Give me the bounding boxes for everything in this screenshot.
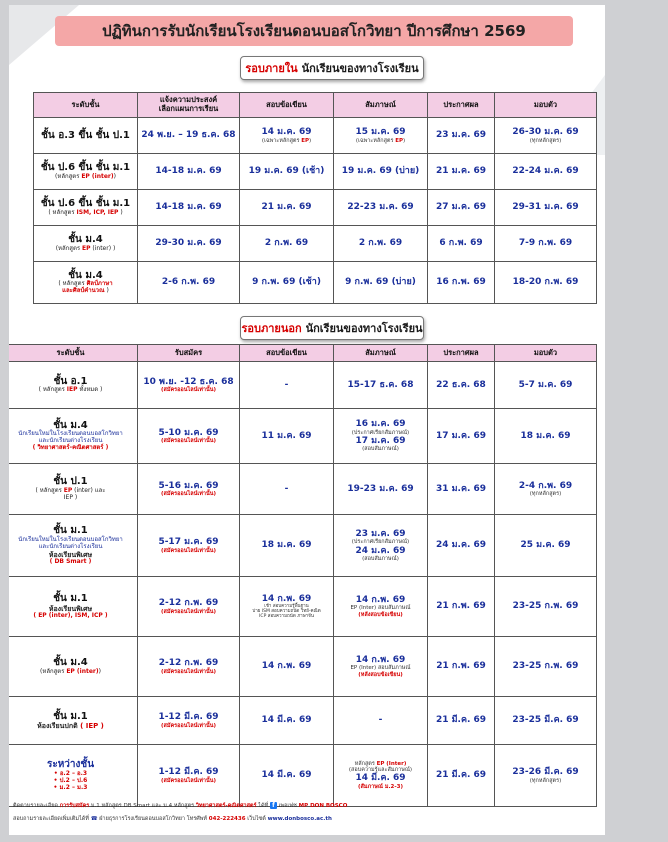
report-date: 25 ม.ค. 69	[520, 540, 571, 551]
announce-date: 21 ก.พ. 69	[436, 601, 486, 612]
announce-date: 17 ม.ค. 69	[435, 430, 487, 441]
report-note: (ทุกหลักสูตร)	[529, 137, 562, 144]
announce-date: 24 ม.ค. 69	[435, 540, 487, 551]
report-date: 5-7 ม.ค. 69	[518, 379, 573, 390]
level-label: ชั้น ม.4	[53, 419, 88, 431]
apply-date: 29-30 ม.ค. 69	[155, 238, 222, 249]
col-header: ระดับชั้น	[34, 93, 138, 118]
interview-date: 9 ก.พ. 69 (บ่าย)	[345, 277, 416, 288]
level-bullet: • อ.2 – อ.3	[53, 769, 88, 777]
online-note: (สมัครออนไลน์เท่านั้น)	[160, 387, 217, 394]
table-header-row	[9, 345, 597, 362]
internal-title-highlight: รอบภายใน	[245, 62, 298, 75]
announce-date: 21 มี.ค. 69	[435, 715, 487, 726]
level-sub: IEP )	[63, 493, 78, 501]
announce-date: 23 ม.ค. 69	[435, 130, 487, 141]
apply-date: 5-10 ม.ค. 69	[158, 427, 219, 438]
level-sub-room: ห้องเรียนพิเศษ	[48, 550, 93, 559]
footer-line-1: ติดตามรายละเอียด การรับสมัคร ม.1 หลักสูตร DB Smart และ ม.4 หลักสูตร วิทยาศาสตร์-คณิตศาสตร์ ได้ที่ f เพจเฟซ MP DON BOSCO	[13, 802, 348, 809]
level-bullet: • ม.2 – ม.3	[53, 783, 88, 791]
written-date: 21 ม.ค. 69	[261, 202, 312, 213]
table-row	[9, 409, 597, 464]
page-title-text: ปฏิทินการรับนักเรียนโรงเรียนดอนบอสโกวิทยา ปีการศึกษา 2569	[102, 22, 526, 40]
report-date: 2-4 ก.พ. 69	[518, 480, 573, 491]
report-date: 23-25 ก.พ. 69	[512, 661, 579, 672]
level-sub-track: ( วิทยาศาสตร์-คณิตศาสตร์ )	[32, 444, 109, 452]
announce-date: 21 ม.ค. 69	[435, 166, 487, 177]
level-label: ระหว่างชั้น	[46, 759, 95, 771]
written-date: 2 ก.พ. 69	[264, 238, 309, 249]
level-sub: นักเรียนใหม่ในโรงเรียนดอนบอสโกวิทยา และนักเรียนต่างโรงเรียน	[18, 430, 123, 445]
level-label: ชั้น ม.4	[68, 234, 103, 246]
report-date: 18-20 ก.พ. 69	[512, 277, 579, 288]
written-date: 18 ม.ค. 69	[261, 540, 312, 551]
online-note: (สมัครออนไลน์เท่านั้น)	[160, 668, 217, 675]
level-label: ชั้น ป.6 ขึ้น ชั้น ม.1	[40, 198, 131, 210]
level-label: ชั้น ม.1	[53, 710, 88, 722]
interview-red-note: (หลังสอบข้อเขียน)	[358, 611, 403, 618]
interview-sub: หลักสูตร EP (Inter)	[354, 760, 407, 767]
online-note: (สมัครออนไลน์เท่านั้น)	[160, 777, 217, 784]
table-row	[34, 118, 597, 154]
announce-date: 6 ก.พ. 69	[439, 238, 483, 249]
level-label: ชั้น ม.4	[68, 269, 103, 281]
written-date: -	[284, 379, 289, 390]
facebook-icon: f	[270, 802, 277, 809]
col-header: ประกาศผล	[428, 345, 495, 362]
announce-date: 21 ก.พ. 69	[436, 661, 486, 672]
table-row	[34, 154, 597, 190]
interview-note: (เฉพาะหลักสูตร EP)	[355, 137, 406, 144]
report-date: 18 ม.ค. 69	[520, 430, 571, 441]
apply-date: 2-12 ก.พ. 69	[158, 598, 219, 609]
interview-date: 14 มี.ค. 69	[355, 773, 406, 784]
level-sub: (หลักสูตร EP (inter))	[40, 667, 101, 675]
level-label: ชั้น ม.4	[53, 657, 88, 669]
level-label: ชั้น อ.3 ขึ้น ชั้น ป.1	[41, 129, 130, 141]
written-date: 14 ก.พ. 69	[261, 593, 312, 604]
interview-date: 14 ก.พ. 69	[355, 595, 406, 606]
interview-date: 16 ม.ค. 69	[355, 419, 406, 430]
external-title-rest: นักเรียนของทางโรงเรียน	[305, 322, 423, 335]
col-header: สัมภาษณ์	[334, 93, 428, 118]
written-date: 19 ม.ค. 69 (เช้า)	[248, 166, 325, 177]
report-date: 22-24 ม.ค. 69	[512, 166, 579, 177]
table-row	[34, 190, 597, 226]
apply-date: 2-12 ก.พ. 69	[158, 658, 219, 669]
report-note: (ทุกหลักสูตร)	[529, 777, 562, 784]
online-note: (สมัครออนไลน์เท่านั้น)	[160, 722, 217, 729]
interview-sub: EP (Inter) สอบสัมภาษณ์	[350, 605, 411, 612]
col-header: สอบข้อเขียน	[240, 93, 334, 118]
page-title	[55, 16, 573, 46]
level-sub-track: ( EP (inter), ISM, ICP )	[33, 611, 108, 619]
interview-red-note: (สัมภาษณ์ ม.2-3)	[357, 783, 404, 790]
col-header: มอบตัว	[495, 93, 597, 118]
interview-date: 22-23 ม.ค. 69	[347, 202, 414, 213]
table-row	[9, 362, 597, 409]
interview-note: (สอบสัมภาษณ์)	[362, 446, 399, 453]
interview-sub: (สอบความรู้และสัมภาษณ์)	[348, 767, 413, 774]
apply-date: 1-12 มี.ค. 69	[158, 767, 219, 778]
interview-date: 17 ม.ค. 69	[355, 436, 406, 446]
table-row	[9, 515, 597, 577]
interview-date: -	[378, 715, 383, 726]
level-sub: (หลักสูตร EP (inter) )	[55, 244, 116, 252]
interview-date: 14 ก.พ. 69	[355, 655, 406, 666]
written-date: 11 ม.ค. 69	[261, 430, 312, 441]
written-date: 14 ม.ค. 69	[261, 127, 312, 138]
announce-date: 27 ม.ค. 69	[435, 202, 487, 213]
level-bullet: • ป.2 – ป.6	[53, 776, 88, 784]
interview-note: (สอบสัมภาษณ์)	[362, 555, 399, 562]
report-date: 26-30 ม.ค. 69	[512, 127, 579, 138]
apply-date: 5-17 ม.ค. 69	[158, 537, 219, 548]
interview-date: 15-17 ธ.ค. 68	[347, 379, 414, 390]
apply-date: 2-6 ก.พ. 69	[161, 277, 216, 288]
interview-sub: EP (Inter) สอบสัมภาษณ์	[350, 665, 411, 672]
online-note: (สมัครออนไลน์เท่านั้น)	[160, 547, 217, 554]
level-sub-room: ห้องเรียนปกติ ( IEP )	[37, 722, 104, 731]
col-header: แจ้งความประสงค์ เลือกแผนการเรียน	[138, 93, 240, 118]
interview-date: 19-23 ม.ค. 69	[347, 483, 414, 494]
internal-section-title	[240, 56, 424, 80]
online-note: (สมัครออนไลน์เท่านั้น)	[160, 608, 217, 615]
table-row	[9, 745, 597, 807]
poster-page	[9, 5, 605, 835]
announce-date: 31 ม.ค. 69	[435, 483, 487, 494]
col-header: ประกาศผล	[428, 93, 495, 118]
level-label: ชั้น ม.1	[53, 525, 88, 537]
apply-date: 10 พ.ย. -12 ธ.ค. 68	[143, 376, 234, 387]
apply-date: 1-12 มี.ค. 69	[158, 712, 219, 723]
external-schedule-table	[9, 344, 597, 807]
table-row	[9, 697, 597, 745]
level-sub-track: ( DB Smart )	[49, 557, 92, 565]
internal-title-rest: นักเรียนของทางโรงเรียน	[301, 62, 419, 75]
col-header: สอบข้อเขียน	[240, 345, 334, 362]
level-label: ชั้น ป.6 ขึ้น ชั้น ม.1	[40, 162, 131, 174]
level-sub: นักเรียนใหม่ในโรงเรียนดอนบอสโกวิทยา และนักเรียนต่างโรงเรียน	[18, 535, 123, 550]
phone-icon: ☎	[90, 816, 98, 822]
col-header: สัมภาษณ์	[334, 345, 428, 362]
level-sub: ( หลักสูตร ศิลป์ภาษา และศิลป์คำนวณ )	[58, 280, 113, 295]
level-label: ชั้น ม.1	[53, 593, 88, 605]
written-note: ICP สอบความถนัด ภาษาจีน	[259, 614, 314, 620]
apply-date: 24 พ.ย. – 19 ธ.ค. 68	[141, 130, 236, 141]
interview-date: 19 ม.ค. 69 (บ่าย)	[341, 166, 420, 177]
external-title-highlight: รอบภายนอก	[241, 322, 302, 335]
interview-date: 23 ม.ค. 69	[355, 528, 406, 539]
announce-date: 16 ก.พ. 69	[436, 277, 486, 288]
level-sub: ( หลักสูตร ISM, ICP, IEP )	[48, 208, 123, 216]
announce-date: 21 มี.ค. 69	[435, 770, 487, 781]
table-row	[34, 262, 597, 304]
report-date: 23-25 มี.ค. 69	[512, 715, 579, 726]
level-sub: ( หลักสูตร IEP ทั้งหมด )	[38, 386, 103, 394]
report-date: 23-25 ก.พ. 69	[512, 601, 579, 612]
table-header-row	[34, 93, 597, 118]
interview-note: (ประกาศเรียกสัมภาษณ์)	[351, 539, 410, 546]
col-header: ระดับชั้น	[9, 345, 138, 362]
written-date: 9 ก.พ. 69 (เช้า)	[252, 277, 321, 288]
apply-date: 14-18 ม.ค. 69	[155, 202, 222, 213]
interview-date: 15 ม.ค. 69	[355, 127, 406, 138]
written-date: 14 มี.ค. 69	[261, 770, 312, 781]
internal-schedule-table	[33, 92, 597, 304]
written-date: -	[284, 483, 289, 494]
online-note: (สมัครออนไลน์เท่านั้น)	[160, 438, 217, 445]
table-row	[34, 226, 597, 262]
level-label: ชั้น อ.1	[53, 375, 88, 387]
level-sub: ( หลักสูตร EP (inter) และ	[35, 486, 106, 494]
interview-date: 24 ม.ค. 69	[355, 545, 406, 556]
table-row	[9, 464, 597, 515]
interview-date: 2 ก.พ. 69	[358, 238, 403, 249]
written-date: 14 ก.พ. 69	[261, 661, 312, 672]
external-section-title	[240, 316, 424, 340]
level-sub-room: ห้องเรียนพิเศษ	[48, 604, 93, 613]
announce-date: 22 ธ.ค. 68	[436, 379, 486, 390]
report-date: 7-9 ก.พ. 69	[518, 238, 573, 249]
report-note: (ทุกหลักสูตร)	[529, 491, 562, 498]
apply-date: 14-18 ม.ค. 69	[155, 166, 222, 177]
report-date: 29-31 ม.ค. 69	[512, 202, 579, 213]
online-note: (สมัครออนไลน์เท่านั้น)	[160, 491, 217, 498]
col-header: มอบตัว	[495, 345, 597, 362]
written-note: เช้า สอบความรู้พื้นฐาน	[264, 603, 309, 609]
written-note: (เฉพาะหลักสูตร EP)	[261, 137, 312, 144]
apply-date: 5-16 ม.ค. 69	[158, 480, 219, 491]
level-label: ชั้น ป.1	[53, 476, 88, 488]
written-note: บ่าย ISM สอบความถนัด วิทย์-คณิต	[252, 609, 321, 615]
written-date: 14 มี.ค. 69	[261, 715, 312, 726]
table-row	[9, 577, 597, 637]
table-row	[9, 637, 597, 697]
interview-red-note: (หลังสอบข้อเขียน)	[358, 671, 403, 678]
level-sub: (หลักสูตร EP (inter))	[55, 172, 116, 180]
footer-line-2: สอบถามรายละเอียดเพิ่มเติมได้ที่ ☎ ฝ่ายธุรการโรงเรียนดอนบอสโกวิทยา โทรศัพท์ 042-222436 เว็บไซต์ www.donbosco.ac.th	[13, 816, 332, 822]
interview-note: (ประกาศเรียกสัมภาษณ์)	[351, 429, 410, 436]
report-date: 23-26 มี.ค. 69	[512, 767, 579, 778]
col-header: รับสมัคร	[138, 345, 240, 362]
